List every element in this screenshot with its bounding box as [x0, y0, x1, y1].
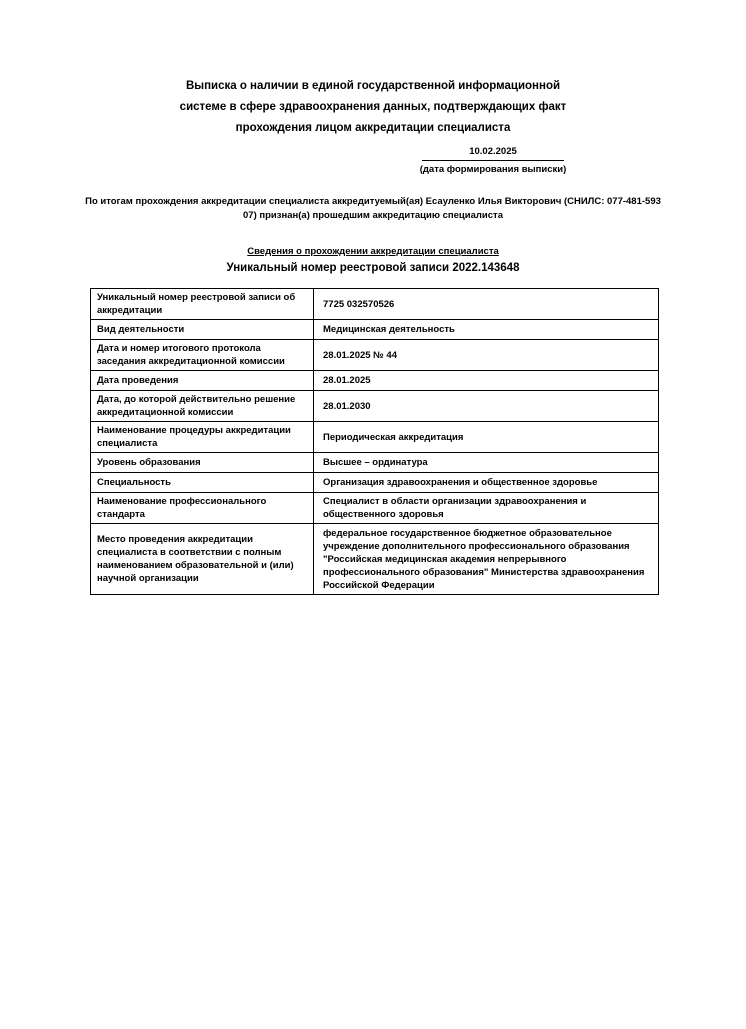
table-row [91, 524, 659, 595]
table-row [91, 391, 659, 422]
row-label: Дата и номер итогового протокола заседания аккредитационной комиссии [91, 340, 314, 371]
row-value: Периодическая аккредитация [314, 422, 659, 453]
row-value: 7725 032570526 [314, 289, 659, 320]
table-row [91, 371, 659, 391]
row-label: Уникальный номер реестровой записи об аккредитации [91, 289, 314, 320]
row-value: Специалист в области организации здравоохранения и общественного здоровья [314, 493, 659, 524]
document-title-line: прохождения лицом аккредитации специалиста [235, 122, 511, 134]
row-value: 28.01.2025 № 44 [314, 340, 659, 371]
extract-date: 10.02.2025 [422, 146, 564, 161]
row-label: Дата проведения [91, 371, 314, 391]
row-value: Организация здравоохранения и общественное здоровье [314, 473, 659, 493]
row-label: Наименование профессионального стандарта [91, 493, 314, 524]
table-row [91, 453, 659, 473]
table-row [91, 289, 659, 320]
document-title [0, 76, 746, 139]
accreditation-table [90, 288, 659, 595]
extract-date-block [417, 146, 569, 176]
table-row [91, 422, 659, 453]
table-row [91, 340, 659, 371]
row-label: Уровень образования [91, 453, 314, 473]
extract-date-caption: (дата формирования выписки) [419, 164, 567, 175]
row-value: 28.01.2030 [314, 391, 659, 422]
row-label: Вид деятельности [91, 320, 314, 340]
row-value: 28.01.2025 [314, 371, 659, 391]
registry-record-heading: Уникальный номер реестровой записи 2022.143648 [226, 262, 520, 274]
intro-paragraph: По итогам прохождения аккредитации специалиста аккредитуемый(ая) Есауленко Илья Викторович (СНИЛС: 077-481-593 07) признан(а) прошедшим аккредитацию специалиста [85, 196, 661, 221]
row-label: Наименование процедуры аккредитации специалиста [91, 422, 314, 453]
table-row [91, 473, 659, 493]
row-value: Медицинская деятельность [314, 320, 659, 340]
table-row [91, 493, 659, 524]
document-title-line: системе в сфере здравоохранения данных, подтверждающих факт [179, 101, 567, 113]
document-title-line: Выписка о наличии в единой государственной информационной [185, 80, 561, 92]
row-value: Высшее – ординатура [314, 453, 659, 473]
row-label: Дата, до которой действительно решение аккредитационной комиссии [91, 391, 314, 422]
row-label: Специальность [91, 473, 314, 493]
section-heading: Сведения о прохождении аккредитации специалиста [247, 246, 499, 257]
row-label: Место проведения аккредитации специалиста в соответствии с полным наименованием образовательной и (или) научной организации [91, 524, 314, 595]
row-value: федеральное государственное бюджетное образовательное учреждение дополнительного профессионального образования "Российская медицинская академия непрерывного профессионального образования" Министерства здравоохранения Российской Федерации [314, 524, 659, 595]
table-row [91, 320, 659, 340]
